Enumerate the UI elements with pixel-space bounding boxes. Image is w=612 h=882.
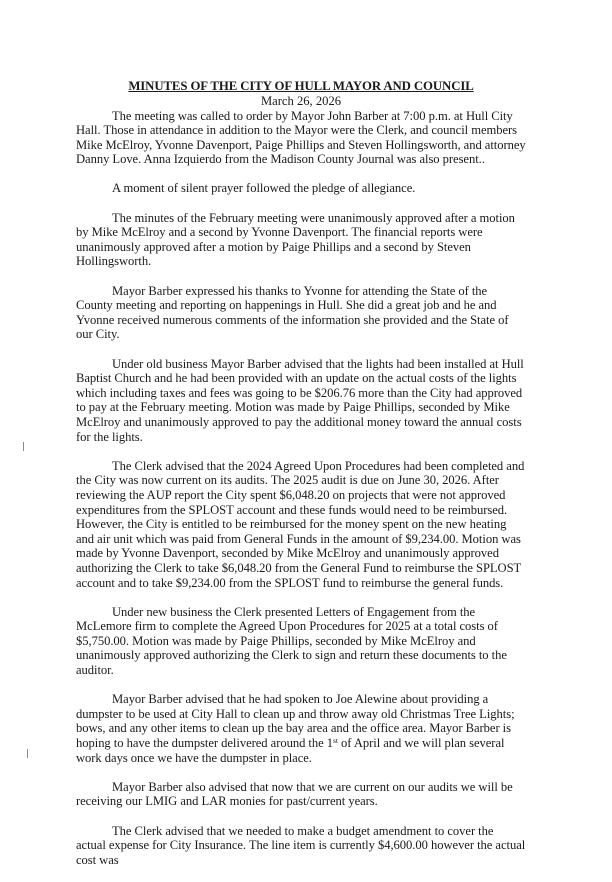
paragraph-state-of-county: Mayor Barber expressed his thanks to Yvonne for attending the State of the County meeting and reporting on happenings in Hull. She did a great job and he and Yvonne received numerous comments of the information she provided and the State of our City. xyxy=(76,283,509,342)
margin-mark xyxy=(23,442,24,451)
paragraph-aup-2024: The Clerk advised that the 2024 Agreed Upon Procedures had been completed and the City was now current on its audits. The 2025 audit is due on June 30, 2026. After reviewing the AUP report the City spent $6,048.20 on projects that were not approved expenditures from the SPLOST account and these funds would need to be reimbursed. However, the City is entitled to be reimbursed for the money spent on the new heating and air unit which was paid from General Funds in the amount of $9,234.00. Motion was made by Yvonne Davenport, seconded by Mike McElroy and unanimously approved authorizing the Clerk to take $6,048.20 from the General Fund to reimburse the SPLOST account and to take $9,234.00 from the SPLOST fund to reimburse the general funds. xyxy=(76,458,525,590)
paragraph-minutes-approval: The minutes of the February meeting were unanimously approved after a motion by Mike McElroy and a second by Yvonne Davenport. The financial reports were unanimously approved after a motion by Paige Phillips and a second by Steven Hollingsworth. xyxy=(76,210,515,269)
dumpster-text-start: Mayor Barber advised that he had spoken to Joe Alewine about providing a dumpster to be used at City Hall to clean up and throw away old Christmas Tree Lights; bows, and any other items to clean up the bay area and the office area. Mayor Barber is hoping to have the dumpster delivered around the 1 xyxy=(76,692,515,751)
document-title: MINUTES OF THE CITY OF HULL MAYOR AND COUNCIL xyxy=(128,79,474,93)
dumpster-text-end: of April and we will plan several work days once we have the dumpster in place. xyxy=(76,736,505,765)
paragraph-prayer: A moment of silent prayer followed the pledge of allegiance. xyxy=(112,181,416,196)
meeting-date: March 26, 2026 xyxy=(260,94,342,108)
margin-mark xyxy=(27,749,28,758)
document-body xyxy=(76,79,526,882)
ordinal-suffix: st xyxy=(333,736,338,746)
paragraph-call-to-order: The meeting was called to order by Mayor John Barber at 7:00 p.m. at Hull City Hall. Those in attendance in addition to the Mayor were the Clerk, and council members Mike McElroy, Yvonne Davenport, Paige Phillips and Steven Hollingsworth, and attorney Danny Love. Anna Izquierdo from the Madison County Journal was also present.. xyxy=(76,108,526,167)
paragraph-old-business-lights: Under old business Mayor Barber advised that the lights had been installed at Hull Baptist Church and he had been provided with an update on the actual costs of the lights which including taxes and fees was going to be $206.76 more than the City had approved to pay at the February meeting. Motion was made by Paige Phillips, seconded by Mike McElroy and unanimously approved to pay the additional money toward the annual costs for the lights. xyxy=(76,356,524,444)
paragraph-new-business-engagement: Under new business the Clerk presented Letters of Engagement from the McLemore firm to complete the Agreed Upon Procedures for 2025 at a total costs of $5,750.00. Motion was made by Paige Phillips, seconded by Mike McElroy and unanimously approved authorizing the Clerk to sign and return these documents to the auditor. xyxy=(76,604,507,678)
paragraph-dumpster xyxy=(76,692,526,765)
paragraph-lmig-lar: Mayor Barber also advised that now that we are current on our audits we will be receiving our LMIG and LAR monies for past/current years. xyxy=(76,779,513,809)
paragraph-budget-amendment: The Clerk advised that we needed to make a budget amendment to cover the actual expense for City Insurance. The line item is currently $4,600.00 however the actual cost was xyxy=(76,823,526,867)
